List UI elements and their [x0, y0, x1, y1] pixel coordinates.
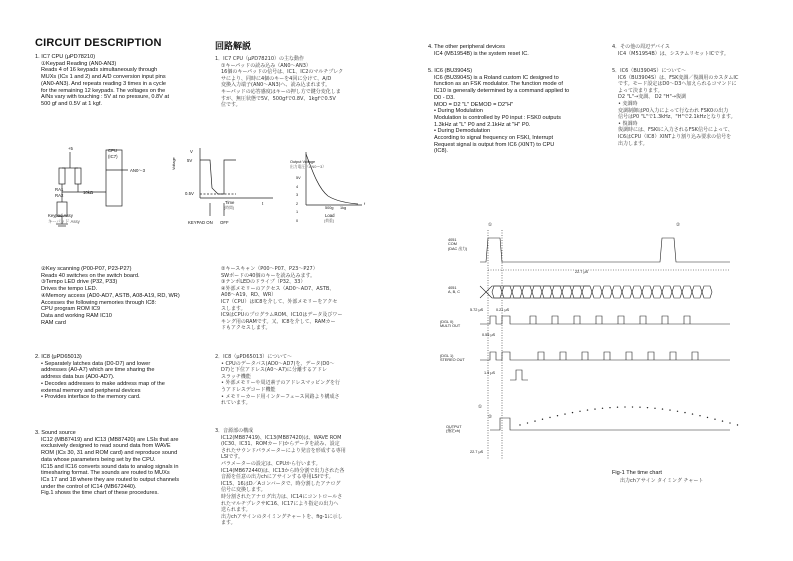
- signal-label-com: [448, 238, 467, 251]
- text-line: D0 - D3.: [434, 94, 455, 101]
- timing-output-marker-2: ②: [488, 414, 492, 419]
- text-line: 変調制御はP0入力によって行なわれ FSK0の出力: [618, 107, 729, 114]
- multi-pulse: [596, 316, 602, 324]
- text-line: function as an FSK modulator. The function mode of: [434, 81, 563, 88]
- text-line: キング用のRAMです。又、IC8を介して、RAMカー: [221, 318, 336, 325]
- output-sample-dot: [572, 412, 573, 413]
- text-line: • During Modulation: [434, 108, 483, 115]
- section-cpu-jp: [215, 56, 343, 109]
- text-line: ドもアクセスします。: [221, 325, 271, 332]
- signal-label-multi: [440, 320, 460, 329]
- text-line: IC14(MB672440)は、IC13から時分割で出力された各: [221, 467, 345, 474]
- text-line: ②Key scanning (P00-P07, P23-P27): [41, 266, 132, 272]
- text-line: 4051: [448, 238, 457, 242]
- section-cpu-cont-jp: [215, 266, 342, 332]
- bus-segment: [582, 286, 592, 298]
- stereo-pulse: [604, 352, 610, 360]
- text-line: IC6（BU3904S）は、FSK変調／復調用のカスタムIC: [618, 74, 739, 81]
- multi-pulse: [684, 316, 690, 324]
- text-line: MULTI OUT: [440, 324, 461, 329]
- bus-segment: [592, 286, 602, 298]
- text-line: 16個のキーパッドの信号は、IC1、IC2のマルチプレク: [221, 69, 344, 76]
- graph2-xlabel: Load: [325, 213, 335, 218]
- output-sample-dot: [527, 422, 528, 423]
- text-line: IC6はCPU（IC8）XINTより割り込み要求の信号を: [618, 133, 732, 140]
- output-sample-dot: [632, 406, 633, 407]
- text-line: timesharing format. The sounds are routed to MUXs: [41, 470, 170, 477]
- bus-segment: [642, 286, 652, 298]
- text-line: ③テンポLEDのドライブ（P32、33）: [221, 279, 306, 286]
- multi-pulse: [618, 316, 624, 324]
- text-line: 4．その他の周辺デバイス: [612, 44, 670, 50]
- text-line: IC15 and IC16 converts sound data to analog signals in: [41, 463, 179, 470]
- text-line: A, B, C: [448, 290, 461, 295]
- text-line: れたマルチプレクサIC16、IC17により指定の出力へ: [221, 500, 339, 507]
- bus-segment: [532, 286, 542, 298]
- text-line: (DGL 1): [440, 354, 454, 358]
- text-line: data whose parameters being set by the CPU.: [41, 456, 156, 463]
- ra1-label: RA1: [55, 187, 64, 192]
- bus-segment: [542, 286, 552, 298]
- text-line: 5. IC6 (BU3904S): [428, 68, 473, 74]
- text-line: under the control of IC14 (MB672440).: [41, 483, 137, 490]
- output-sample-dot: [669, 409, 670, 410]
- text-line: ROM (ICs 30, 31 and ROM card) and reproduce sound: [41, 450, 178, 457]
- cpu-ic-label: (IC7): [108, 154, 118, 159]
- output-sample-dot: [617, 407, 618, 408]
- text-line: Drives the tempo LED.: [41, 286, 98, 293]
- text-line: スラッチ機能: [221, 373, 251, 380]
- text-line: COM: [448, 242, 457, 247]
- bus-segment: [512, 286, 522, 298]
- section-sound-jp: [215, 428, 346, 527]
- text-line: ①キーパッドの読み込み（AN0～AN3）: [221, 62, 311, 69]
- bus-segment: [672, 286, 682, 298]
- text-line: address data bus (AD0-AD7).: [41, 374, 115, 381]
- text-line: According to signal frequency on FSKI, Interrupt: [434, 135, 554, 142]
- output-sample-dot: [699, 415, 700, 416]
- text-line: STEREO OUT: [440, 358, 465, 363]
- page-title-jp: 回路解説: [215, 42, 252, 52]
- figure-caption: Fig-1 The time chart: [612, 470, 662, 476]
- text-line: (IC8).: [434, 148, 448, 155]
- text-line: • Separately latches data (D0-D7) and lower: [41, 360, 151, 367]
- output-sample-dot: [534, 420, 535, 421]
- stereo-pulse: [670, 352, 676, 360]
- text-line: 3. Sound source: [35, 430, 76, 436]
- signal-label-stereo: [440, 354, 465, 363]
- graph2-yticks: [296, 174, 301, 226]
- text-line: されたサウンドパラメーターにより発音を形成する専用: [221, 447, 346, 454]
- text-line: (DGL 0): [440, 320, 454, 324]
- bus-segment: [502, 286, 512, 298]
- output-sample-dot: [647, 407, 648, 408]
- timing-055us: 0.55 μS: [482, 333, 496, 337]
- text-line: Modulation is controlled by P0 input : FSK0 outputs: [434, 114, 561, 121]
- output-sample-dot: [564, 413, 565, 414]
- output-sample-dot: [662, 408, 663, 409]
- timing-19us: 1.9 μS: [484, 371, 496, 375]
- timing-572us: 5.72 μS: [470, 308, 484, 312]
- text-line: 信号に変換します。: [221, 487, 266, 494]
- text-line: すが、無圧状態で5V、500gfで0.8V、1kgfで0.5V: [221, 95, 336, 102]
- signal-label-output: [446, 425, 462, 434]
- output-sample-dot: [542, 419, 543, 420]
- keypad-off-label: OFF: [220, 220, 229, 225]
- page-title: CIRCUIT DESCRIPTION: [35, 37, 162, 49]
- bus-segment: [682, 286, 692, 298]
- multi-pulse: [640, 316, 646, 324]
- text-line: IC7（CPU）はIC8を介して、外部メモリーをアクセ: [221, 298, 338, 305]
- text-line: • During Demodulation: [434, 128, 491, 135]
- text-line: 変換入力端子(AN0～AN3)へ、読み込まれます。: [221, 82, 331, 89]
- bus-segment: [602, 286, 612, 298]
- text-line: 出力します。: [618, 140, 648, 147]
- text-line: IC12(MB87419)、IC13(MB87420)は、WAVE ROM: [221, 434, 342, 441]
- output-sample-dot: [549, 417, 550, 418]
- text-line: ②キースキャン（P00～P07、P23～P27）: [221, 266, 318, 272]
- text-line: (指定ch): [446, 429, 461, 434]
- text-line: MOD = D2 "L" DEMOD = D2"H": [434, 101, 514, 108]
- text-line: 1: [296, 210, 299, 215]
- section-cpu-en: [35, 54, 169, 108]
- text-line: 送られます。: [221, 507, 251, 514]
- bus-segment: [522, 286, 532, 298]
- text-line: よって決まります。: [618, 87, 663, 94]
- text-line: exclusively designed to read sound data from WAVE: [41, 443, 171, 450]
- output-sample-dot: [557, 415, 558, 416]
- text-line: LSIです。: [221, 454, 244, 461]
- figure-caption-jp: 出力chアサイン タイミング チャート: [620, 478, 704, 484]
- timing-marker-1: ①: [488, 222, 492, 227]
- bus-segment: [492, 286, 502, 298]
- section-sound-en: [35, 430, 179, 497]
- output-sample-dot: [677, 411, 678, 412]
- text-line: MUXs (ICs 1 and 2) and A/D conversion input pins: [41, 74, 166, 81]
- text-line: Fig.1 shows the time chart of these procedures.: [41, 490, 159, 497]
- multi-pulse: [662, 316, 668, 324]
- text-line: Accesses the following memories through IC8:: [41, 299, 157, 306]
- bus-segment: [562, 286, 572, 298]
- text-line: • Provides interface to the memory card.: [41, 394, 141, 401]
- graph1-v-label: V: [190, 149, 193, 154]
- signal-label-abc: [448, 286, 460, 295]
- text-line: 5V: [296, 176, 301, 180]
- text-line: 5．IC6（BU3904S）について～: [612, 68, 687, 74]
- graph2-xtick-1kg: 1kg: [340, 206, 347, 210]
- timing-22us: 22.7 μS: [575, 270, 589, 274]
- text-line: ①Keypad Reading (AN0-AN3): [41, 60, 117, 67]
- graph1-ylabel: Voltage: [172, 157, 176, 170]
- text-line: ます。: [221, 520, 236, 527]
- text-line: 500 gf and 0.5V at 1 kgf.: [41, 100, 102, 107]
- keypad-assy-label: Keypad Assy: [48, 213, 73, 218]
- text-line: (DAC 出力): [448, 246, 468, 251]
- output-sample-dot: [654, 408, 655, 409]
- output-sample-dot: [692, 413, 693, 414]
- text-line: D7)と下位アドレス(A0～A7)に分離するアドレ: [221, 367, 327, 374]
- text-line: addresses (A0-A7) which are time sharing the: [41, 367, 155, 374]
- text-line: • 変調時: [618, 100, 638, 107]
- bus-segment: [662, 286, 672, 298]
- voltage-time-graph: [178, 148, 288, 223]
- bus-segment: [692, 286, 702, 298]
- an-pin-label: AN0～3: [130, 168, 146, 173]
- text-line: ④外部メモリーのアクセス（AD0～AD7、ASTB、: [221, 285, 335, 292]
- stereo-pulse: [560, 352, 566, 360]
- section-ic8-en: [35, 354, 165, 401]
- output-sample-dot: [579, 411, 580, 412]
- text-line: 4. The other peripheral devices: [428, 44, 506, 50]
- keypad-on-label: KEYPAD ON: [188, 220, 213, 225]
- multi-pulse: [530, 316, 536, 324]
- output-sample-dot: [729, 422, 730, 423]
- text-line: for the remaining 12 keypads. The voltages on the: [41, 87, 166, 94]
- text-line: 2: [296, 201, 299, 206]
- timing-22us-output: 22.7 μS: [470, 450, 484, 454]
- graph1-5v: 5V: [187, 158, 193, 163]
- text-line: • メモリーカード用インターフェース回路より構成さ: [221, 393, 340, 400]
- output-sample-dot: [707, 417, 708, 418]
- text-line: ICs 17 and 18 where they are routed to output channels: [41, 476, 180, 483]
- bus-segment: [572, 286, 582, 298]
- text-line: CPU program ROM IC9: [41, 306, 101, 313]
- text-line: 位です。: [221, 102, 241, 109]
- section-peripheral-jp: [612, 44, 729, 57]
- text-line: IC6 (BU3904S) is a Roland custom IC designed to: [434, 74, 559, 81]
- stereo-pulse: [582, 352, 588, 360]
- text-line: うアドレスデコード機能: [221, 386, 276, 393]
- output-sample-dot: [587, 409, 588, 410]
- graph2-xlabel-jp: (荷重): [324, 219, 335, 223]
- text-line: • CPUのデータバス(AD0～AD7)を、データ(D0～: [221, 360, 335, 367]
- timing-chart: [430, 220, 780, 480]
- vcc-label: +5: [68, 146, 73, 151]
- timing-marker-2: ②: [676, 222, 680, 227]
- section-ic6-en: [428, 68, 569, 155]
- cpu-label: CPU: [108, 148, 118, 153]
- graph1-05v: 0.5V: [185, 191, 194, 196]
- bus-segment: [632, 286, 642, 298]
- ra2-label: RA2: [55, 193, 64, 198]
- text-line: Reads 40 switches on the switch board.: [41, 272, 140, 279]
- graph2-title: Output Voltage: [290, 160, 316, 164]
- text-line: 復調時には、FSKIに入力されるFSK信号によって、: [618, 127, 733, 134]
- output-sample-dot: [624, 406, 625, 407]
- output-sample-dot: [737, 424, 738, 425]
- multi-pulse: [574, 316, 580, 324]
- stereo-pulse: [692, 352, 698, 360]
- bus-segment: [702, 286, 712, 298]
- graph1-xlabel: Time: [225, 200, 235, 205]
- text-line: D2 "L"→変調、 D2 "H"→復調: [618, 94, 686, 101]
- text-line: Request signal is output from IC6 (XINT) to CPU: [434, 141, 555, 148]
- graph2-f: f: [364, 202, 366, 206]
- bus-segment: [652, 286, 662, 298]
- text-line: • 復調時: [618, 120, 638, 127]
- text-line: (IC30、IC31、ROMカード)からデータを読み、設定: [221, 441, 340, 448]
- timing-output-marker-1: ①: [478, 404, 482, 409]
- text-line: Reads 4 of 16 keypads simultaneously through: [41, 67, 158, 74]
- output-sample-dot: [519, 424, 520, 425]
- bus-segment: [552, 286, 562, 298]
- text-line: 4: [296, 184, 299, 189]
- text-line: (AN0-AN3). And repeats reading 3 times in a cycle: [41, 80, 166, 87]
- bus-segment: [622, 286, 632, 298]
- output-sample-dot: [722, 420, 723, 421]
- text-line: キーパッドの応答感度はキーの押し方で鍵分変化しま: [221, 88, 341, 95]
- text-line: A/Ns vary with touching : 5V at no pressure, 0.8V at: [41, 94, 170, 101]
- graph2-xtick-500g: 500g: [325, 206, 334, 210]
- text-line: です。モード設定はD0～D3へ加えられるコマンドに: [618, 81, 737, 88]
- text-line: 出力chアサインのタイミングチャートを、fig-1に示し: [221, 513, 343, 520]
- output-sample-dot: [684, 412, 685, 413]
- text-line: ④Memory access (AD0-AD7, ASTB, A08-A19, RD, WR): [41, 292, 180, 299]
- section-peripheral-en: [428, 44, 529, 57]
- text-line: 3．音源部の構成: [215, 428, 254, 434]
- text-line: Data and working RAM IC10: [41, 312, 112, 319]
- text-line: IC9はCPUのプログラムROM、IC10はデータ及びワー: [221, 312, 343, 319]
- graph1-xlabel-jp: (時間): [224, 206, 235, 210]
- text-line: 0: [296, 218, 299, 223]
- stereo-pulse: [626, 352, 632, 360]
- text-line: • 外部メモリーや周辺素子のアドレスマッピングを行: [221, 380, 340, 387]
- section-cpu-cont-en: [35, 266, 180, 326]
- output-sample-dot: [639, 407, 640, 408]
- text-line: 1.3kHz at "L" P0 and 2.1kHz at "H" P0.: [434, 121, 531, 128]
- text-line: 3: [296, 193, 299, 198]
- text-line: スします。: [221, 305, 246, 312]
- section-ic8-jp: [215, 354, 340, 407]
- text-line: サにより、同時に4個のキーを4回に分けて、A/D: [221, 75, 332, 82]
- text-line: IC4 (M51954B) is the system reset IC.: [434, 50, 529, 57]
- output-sample-dot: [602, 408, 603, 409]
- graph2-title-jp: 出力電圧（AN0～3）: [290, 165, 327, 169]
- text-line: 2．IC8（μPD65013）について～: [215, 354, 293, 360]
- text-line: IC15、16はD／Aコンバータで、時分割したアナログ: [221, 480, 341, 487]
- text-line: IC10 is generally determined by a command applied to: [434, 88, 570, 95]
- text-line: A08～A19、RD、WR）: [221, 292, 277, 299]
- text-line: 信号はP0 "L"で1.3kHz、"H"で2.1kHzとなります。: [618, 114, 736, 121]
- text-line: 時分割されたアナログ出力は、IC14にコントロールさ: [221, 493, 343, 500]
- bus-segment: [612, 286, 622, 298]
- text-line: 4051: [448, 286, 457, 290]
- stereo-pulse: [648, 352, 654, 360]
- text-line: IC4（M51954B）は、システムリセットICです。: [618, 50, 729, 57]
- text-line: external memory and peripheral devices: [41, 387, 141, 394]
- text-line: 音源を任意の出力chにアサインする専用LSIです。: [221, 474, 334, 481]
- output-sample-dot: [714, 419, 715, 420]
- multi-pulse: [552, 316, 558, 324]
- text-line: • Decodes addresses to make address map of the: [41, 380, 165, 387]
- text-line: IC12 (MB87419) and IC13 (MB87420) are LSIs that are: [41, 436, 179, 443]
- timing-021us: 0.21 μS: [496, 308, 510, 312]
- keypad-assy-label-jp: キーパッド Assy: [48, 219, 80, 224]
- section-ic6-jp: [612, 68, 738, 147]
- text-line: OUTPUT: [446, 425, 462, 429]
- resistor-value: 10kΩ: [83, 190, 94, 195]
- text-line: れています。: [221, 400, 251, 407]
- graph1-t: t: [262, 201, 264, 206]
- text-line: SWボードの40個のキーを読み込みます。: [221, 272, 316, 279]
- output-sample-dot: [594, 408, 595, 409]
- text-line: 2. IC8 (μPD65013): [35, 354, 82, 360]
- output-sample-dot: [609, 407, 610, 408]
- stereo-pulse: [538, 352, 544, 360]
- text-line: ③Tempo LED drive (P32, P33): [41, 279, 118, 286]
- text-line: RAM card: [41, 319, 66, 326]
- text-line: 1. IC7 CPU (μPD78210): [35, 54, 96, 60]
- text-line: パラメーターの設定は、CPUから行います。: [221, 460, 321, 467]
- text-line: 1．IC7 CPU（μPD78210）の主な動作: [215, 56, 305, 62]
